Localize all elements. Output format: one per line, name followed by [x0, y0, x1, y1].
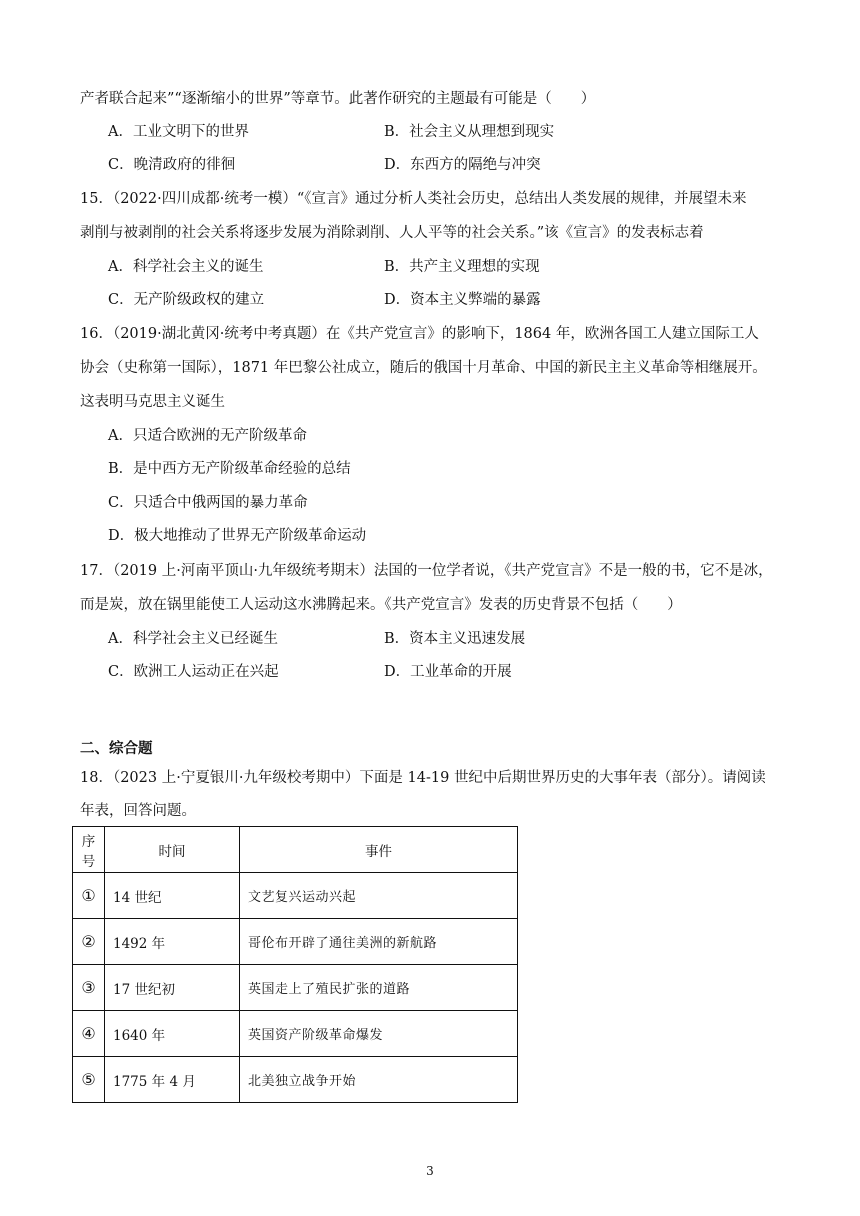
header-time: 时间	[105, 827, 240, 873]
q18-stem-line2: 年表，回答问题。	[80, 803, 196, 819]
q17-option-d: D．工业革命的开展	[384, 664, 512, 680]
row-event: 英国走上了殖民扩张的道路	[240, 965, 518, 1011]
row-event: 英国资产阶级革命爆发	[240, 1011, 518, 1057]
row-time: 14 世纪	[105, 873, 240, 919]
row-time: 17 世纪初	[105, 965, 240, 1011]
q15-option-c: C．无产阶级政权的建立	[108, 292, 265, 308]
header-index: 序号	[73, 827, 105, 873]
row-time: 1640 年	[105, 1011, 240, 1057]
row-event: 北美独立战争开始	[240, 1057, 518, 1103]
q16-option-d: D．极大地推动了世界无产阶级革命运动	[108, 528, 367, 544]
q17-stem-line1: 17．（2019 上·河南平顶山·九年级统考期末）法国的一位学者说，《共产党宣言》不是一般的书，它不是冰，	[80, 563, 773, 579]
q15-option-d: D．资本主义弊端的暴露	[384, 292, 541, 308]
q17-option-b: B．资本主义迅速发展	[384, 631, 526, 647]
header-event: 事件	[240, 827, 518, 873]
q16-option-b: B．是中西方无产阶级革命经验的总结	[108, 461, 351, 477]
table-row	[73, 873, 518, 919]
q16-option-c: C．只适合中俄两国的暴力革命	[108, 495, 308, 511]
row-event: 文艺复兴运动兴起	[240, 873, 518, 919]
q14-stem-tail: 产者联合起来”“逐渐缩小的世界”等章节。此著作研究的主题最有可能是（ ）	[80, 91, 596, 107]
table-row	[73, 1057, 518, 1103]
row-time: 1492 年	[105, 919, 240, 965]
q17-option-a: A．科学社会主义已经诞生	[108, 631, 278, 647]
q16-stem-line3: 这表明马克思主义诞生	[80, 394, 225, 410]
table-row	[73, 1011, 518, 1057]
q15-stem-line2: 剥削与被剥削的社会关系将逐步发展为消除剥削、人人平等的社会关系。”该《宣言》的发表标志着	[80, 225, 704, 241]
table-header-row	[73, 827, 518, 873]
q14-option-b: B．社会主义从理想到现实	[384, 124, 555, 140]
row-index: ①	[73, 873, 105, 919]
q15-option-a: A．科学社会主义的诞生	[108, 259, 264, 275]
table-row	[73, 965, 518, 1011]
q16-stem-line2: 协会（史称第一国际），1871 年巴黎公社成立，随后的俄国十月革命、中国的新民主主义革命等相继展开。	[80, 360, 767, 376]
q17-option-c: C．欧洲工人运动正在兴起	[108, 664, 279, 680]
q16-stem-line1: 16．（2019·湖北黄冈·统考中考真题）在《共产党宣言》的影响下，1864 年，欧洲各国工人建立国际工人	[80, 326, 759, 342]
row-index: ③	[73, 965, 105, 1011]
row-index: ④	[73, 1011, 105, 1057]
q14-option-c: C．晚清政府的徘徊	[108, 157, 236, 173]
q15-stem-line1: 15．（2022·四川成都·统考一模）“《宣言》通过分析人类社会历史，总结出人类发展的规律，并展望未来	[80, 191, 747, 207]
q14-option-d: D．东西方的隔绝与冲突	[384, 157, 541, 173]
row-index: ②	[73, 919, 105, 965]
q16-option-a: A．只适合欧洲的无产阶级革命	[108, 428, 307, 444]
row-index: ⑤	[73, 1057, 105, 1103]
page-number: 3	[426, 1164, 434, 1178]
q14-option-a: A．工业文明下的世界	[108, 124, 249, 140]
row-event: 哥伦布开辟了通往美洲的新航路	[240, 919, 518, 965]
q17-stem-line2: 而是炭，放在锅里能使工人运动这水沸腾起来。《共产党宣言》发表的历史背景不包括（ ）	[80, 597, 682, 613]
q15-option-b: B．共产主义理想的实现	[384, 259, 540, 275]
section-heading: 二、综合题	[80, 741, 153, 757]
events-table	[72, 826, 518, 1103]
row-time: 1775 年 4 月	[105, 1057, 240, 1103]
table-row	[73, 919, 518, 965]
q18-stem-line1: 18．（2023 上·宁夏银川·九年级校考期中）下面是 14-19 世纪中后期世界历史的大事年表（部分）。请阅读	[80, 770, 766, 786]
